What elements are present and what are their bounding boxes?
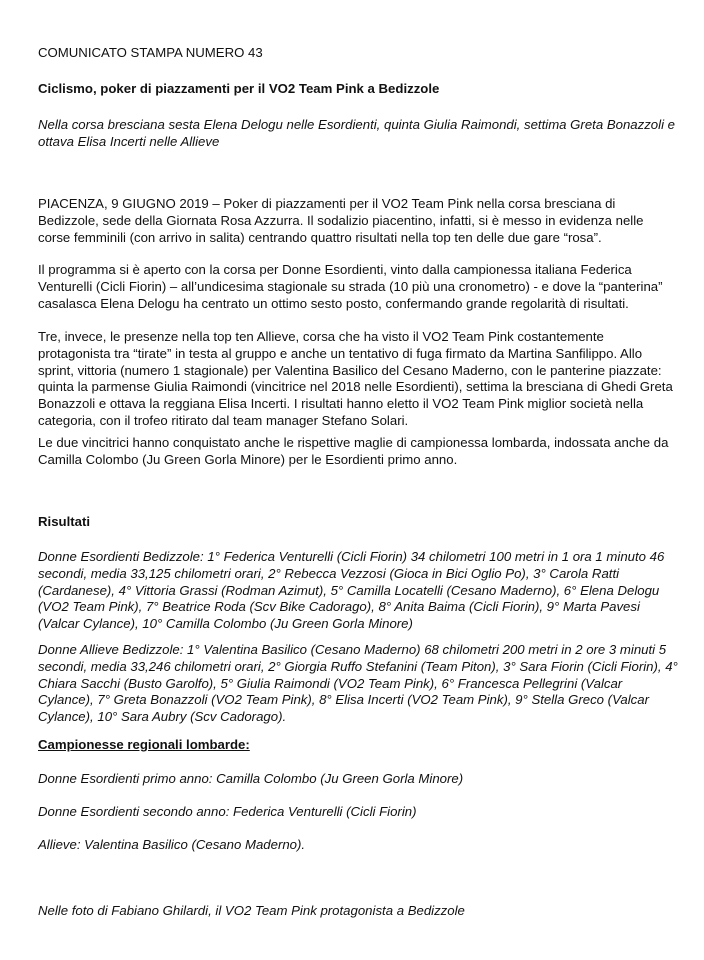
press-release-number: COMUNICATO STAMPA NUMERO 43 — [38, 45, 263, 60]
body-paragraph-2: Il programma si è aperto con la corsa per Donne Esordienti, vinto dalla campionessa italiana Federica Venturelli (Cicli Fiorin) – all’undicesima stagionale su strada (10 più una cronometro) - e dove la “panterina” casalasca Elena Delogu ha centrato un ottimo sesto posto, confermando grande regolarità di risultati. — [38, 262, 663, 311]
results-heading: Risultati — [38, 514, 91, 529]
champion-esordienti-primo-anno: Donne Esordienti primo anno: Camilla Colombo (Ju Green Gorla Minore) — [38, 771, 464, 786]
champion-allieve: Allieve: Valentina Basilico (Cesano Maderno). — [38, 837, 306, 852]
subheadline: Nella corsa bresciana sesta Elena Delogu nelle Esordienti, quinta Giulia Raimondi, settima Greta Bonazzoli e ottava Elisa Incerti nelle Allieve — [38, 117, 675, 149]
body-paragraph-1: PIACENZA, 9 GIUGNO 2019 – Poker di piazzamenti per il VO2 Team Pink nella corsa bresciana di Bedizzole, sede della Giornata Rosa Azzurra. Il sodalizio piacentino, infatti, si è messo in evidenza nelle corse femminili (con arrivo in salita) centrando quattro risultati nella top ten delle due gare “rosa”. — [38, 196, 644, 245]
champion-esordienti-secondo-anno: Donne Esordienti secondo anno: Federica Venturelli (Cicli Fiorin) — [38, 804, 417, 819]
headline: Ciclismo, poker di piazzamenti per il VO2 Team Pink a Bedizzole — [38, 81, 440, 96]
photo-caption: Nelle foto di Fabiano Ghilardi, il VO2 Team Pink protagonista a Bedizzole — [38, 903, 465, 918]
body-paragraph-3: Tre, invece, le presenze nella top ten Allieve, corsa che ha visto il VO2 Team Pink costantemente protagonista tra “tirate” in testa al gruppo e anche un tentativo di fuga firmato da Martina Sanfilippo. Allo sprint, vittoria (numero 1 stagionale) per Valentina Basilico del Cesano Maderno, con le panterine piazzate: quinta la parmense Giulia Raimondi (vincitrice nel 2018 nelle Esordienti), settima la bresciana di Ghedi Greta Bonazzoli e ottava la reggiana Elisa Incerti. I risultati hanno eletto il VO2 Team Pink miglior società nella categoria, con il trofeo ritirato dal team manager Stefano Solari. — [38, 329, 673, 428]
champions-heading: Campionesse regionali lombarde: — [38, 737, 250, 752]
results-allieve: Donne Allieve Bedizzole: 1° Valentina Basilico (Cesano Maderno) 68 chilometri 200 metri in 2 ore 3 minuti 5 secondi, media 33,246 chilometri orari, 2° Giorgia Ruffo Stefanini (Team Piton), 3° Sara Fiorin (Cicli Fiorin), 4° Chiara Sacchi (Busto Garolfo), 5° Giulia Raimondi (VO2 Team Pink), 6° Francesca Pellegrini (Valcar Cylance), 7° Greta Bonazzoli (VO2 Team Pink), 8° Elisa Incerti (VO2 Team Pink), 9° Stella Greco (Valcar Cylance), 10° Sara Aubry (Scv Cadorago). — [38, 642, 678, 725]
body-paragraph-4: Le due vincitrici hanno conquistato anche le rispettive maglie di campionessa lombarda, indossata anche da Camilla Colombo (Ju Green Gorla Minore) per le Esordienti primo anno. — [38, 435, 669, 467]
results-esordienti: Donne Esordienti Bedizzole: 1° Federica Venturelli (Cicli Fiorin) 34 chilometri 100 metri in 1 ora 1 minuto 46 secondi, media 33,125 chilometri orari, 2° Rebecca Vezzosi (Gioca in Bici Oglio Po), 3° Carola Ratti (Cardanese), 4° Vittoria Grassi (Rodman Azimut), 5° Camilla Locatelli (Cesano Maderno), 6° Elena Delogu (VO2 Team Pink), 7° Beatrice Roda (Scv Bike Cadorago), 8° Anita Baima (Cicli Fiorin), 9° Marta Pavesi (Valcar Cylance), 10° Camilla Colombo (Ju Green Gorla Minore) — [38, 549, 665, 632]
